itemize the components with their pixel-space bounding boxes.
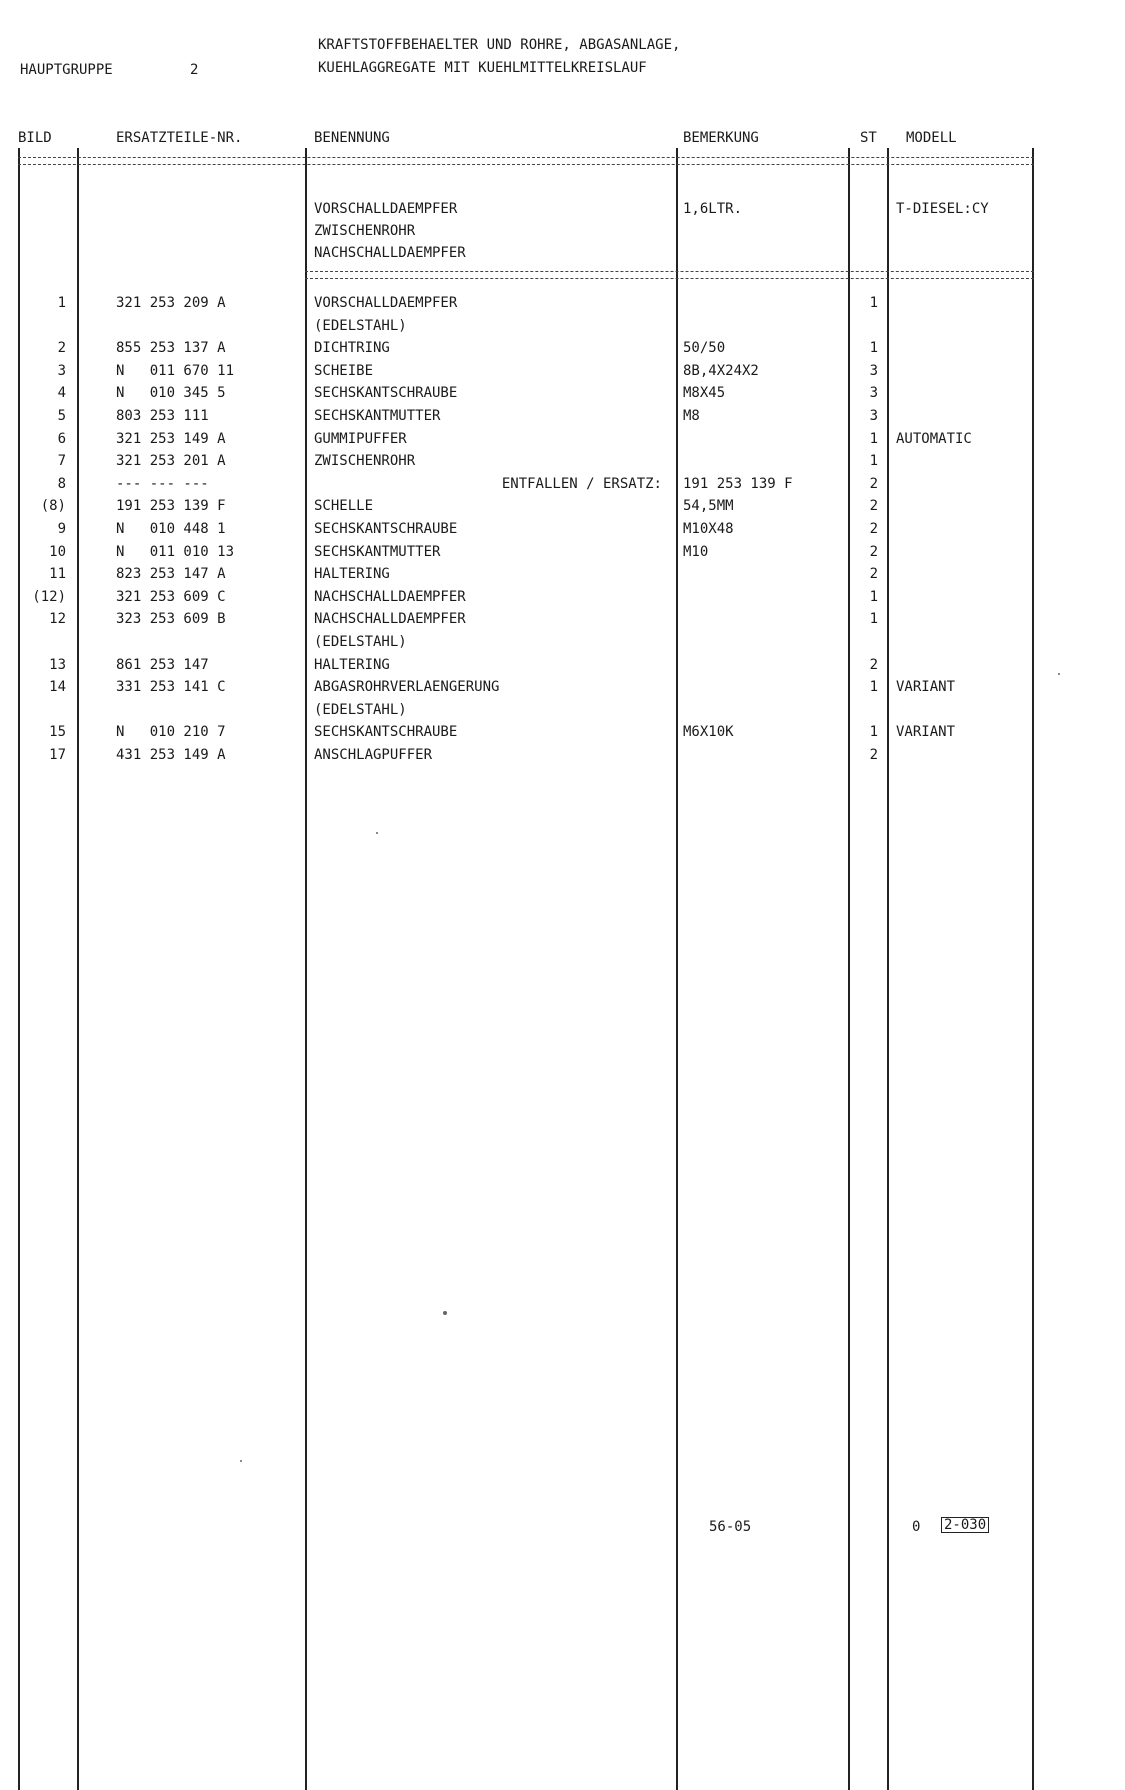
- cell-benennung: ZWISCHENROHR: [314, 453, 416, 469]
- cell-part-number: N 010 448 1: [116, 521, 226, 537]
- column-divider: [305, 148, 307, 1790]
- cell-st: 2: [869, 498, 878, 514]
- cell-bemerkung: 8B,4X24X2: [683, 363, 759, 379]
- column-divider: [676, 148, 678, 1790]
- cell-part-number: N 010 210 7: [116, 724, 226, 740]
- cell-st: 1: [869, 340, 878, 356]
- cell-bild: 3: [57, 363, 66, 379]
- section-bemerkung: 1,6LTR.: [683, 201, 743, 217]
- cell-benennung: SECHSKANTSCHRAUBE: [314, 521, 458, 537]
- col-header-modell: MODELL: [906, 130, 957, 146]
- cell-benennung: (EDELSTAHL): [314, 702, 407, 718]
- cell-bild: (8): [40, 498, 66, 514]
- cell-bild: 2: [57, 340, 66, 356]
- cell-part-number: --- --- ---: [116, 476, 209, 492]
- section-separator: [305, 271, 1034, 279]
- section-line: ZWISCHENROHR: [314, 223, 416, 239]
- cell-bild: 9: [57, 521, 66, 537]
- scan-speck: [376, 832, 378, 834]
- cell-benennung: ENTFALLEN / ERSATZ:: [501, 476, 662, 492]
- cell-bild: 1: [57, 295, 66, 311]
- cell-st: 2: [869, 544, 878, 560]
- cell-modell: VARIANT: [896, 724, 956, 740]
- column-divider: [1032, 148, 1034, 1790]
- cell-benennung: NACHSCHALLDAEMPFER: [314, 611, 466, 627]
- cell-st: 1: [869, 453, 878, 469]
- cell-part-number: 803 253 111: [116, 408, 209, 424]
- cell-st: 1: [869, 611, 878, 627]
- cell-st: 2: [869, 476, 878, 492]
- cell-bild: 13: [49, 657, 66, 673]
- cell-benennung: VORSCHALLDAEMPFER: [314, 295, 458, 311]
- cell-benennung: ANSCHLAGPUFFER: [314, 747, 433, 763]
- cell-benennung: (EDELSTAHL): [314, 318, 407, 334]
- cell-bild: 7: [57, 453, 66, 469]
- cell-part-number: N 010 345 5: [116, 385, 226, 401]
- cell-part-number: 321 253 209 A: [116, 295, 226, 311]
- cell-bemerkung: M8: [683, 408, 700, 424]
- cell-part-number: N 011 010 13: [116, 544, 235, 560]
- cell-part-number: 861 253 147: [116, 657, 209, 673]
- cell-benennung: SECHSKANTSCHRAUBE: [314, 385, 458, 401]
- scan-speck: [1058, 673, 1060, 675]
- cell-bemerkung: 50/50: [683, 340, 726, 356]
- cell-bild: 11: [49, 566, 66, 582]
- cell-bild: 17: [49, 747, 66, 763]
- cell-bild: (12): [32, 589, 66, 605]
- cell-st: 3: [869, 385, 878, 401]
- section-line: VORSCHALLDAEMPFER: [314, 201, 458, 217]
- cell-benennung: HALTERING: [314, 566, 390, 582]
- cell-bemerkung: 54,5MM: [683, 498, 734, 514]
- cell-benennung: SCHELLE: [314, 498, 374, 514]
- cell-bild: 5: [57, 408, 66, 424]
- cell-part-number: 191 253 139 F: [116, 498, 226, 514]
- cell-benennung: ABGASROHRVERLAENGERUNG: [314, 679, 500, 695]
- page-index: 0: [912, 1519, 921, 1535]
- cell-bemerkung: M10X48: [683, 521, 734, 537]
- cell-modell: VARIANT: [896, 679, 956, 695]
- cell-bemerkung: M8X45: [683, 385, 726, 401]
- group-number: 2: [190, 62, 199, 78]
- col-header-bild: BILD: [18, 130, 52, 146]
- cell-part-number: 321 253 201 A: [116, 453, 226, 469]
- cell-part-number: N 011 670 11: [116, 363, 235, 379]
- cell-bild: 10: [49, 544, 66, 560]
- scan-speck: [443, 1311, 447, 1315]
- cell-benennung: HALTERING: [314, 657, 390, 673]
- cell-st: 1: [869, 679, 878, 695]
- title-line-2: KUEHLAGGREGATE MIT KUEHLMITTELKREISLAUF: [318, 60, 647, 76]
- cell-bemerkung: M10: [683, 544, 709, 560]
- cell-bemerkung: 191 253 139 F: [683, 476, 793, 492]
- cell-part-number: 321 253 609 C: [116, 589, 226, 605]
- cell-benennung: SECHSKANTMUTTER: [314, 408, 441, 424]
- section-line: NACHSCHALLDAEMPFER: [314, 245, 466, 261]
- cell-modell: AUTOMATIC: [896, 431, 972, 447]
- cell-bild: 8: [57, 476, 66, 492]
- cell-st: 1: [869, 295, 878, 311]
- cell-st: 3: [869, 363, 878, 379]
- column-divider: [848, 148, 850, 1790]
- cell-bild: 4: [57, 385, 66, 401]
- cell-benennung: NACHSCHALLDAEMPFER: [314, 589, 466, 605]
- cell-st: 2: [869, 657, 878, 673]
- group-label: HAUPTGRUPPE: [20, 62, 113, 78]
- cell-part-number: 321 253 149 A: [116, 431, 226, 447]
- page-code: 56-05: [709, 1519, 752, 1535]
- cell-part-number: 431 253 149 A: [116, 747, 226, 763]
- col-header-st: ST: [860, 130, 877, 146]
- cell-benennung: SCHEIBE: [314, 363, 374, 379]
- cell-benennung: DICHTRING: [314, 340, 390, 356]
- cell-st: 3: [869, 408, 878, 424]
- cell-st: 1: [869, 589, 878, 605]
- col-header-part-no: ERSATZTEILE-NR.: [116, 130, 243, 146]
- column-divider: [77, 148, 79, 1790]
- cell-part-number: 823 253 147 A: [116, 566, 226, 582]
- cell-part-number: 331 253 141 C: [116, 679, 226, 695]
- col-header-benennung: BENENNUNG: [314, 130, 390, 146]
- cell-bild: 12: [49, 611, 66, 627]
- cell-st: 2: [869, 521, 878, 537]
- cell-benennung: SECHSKANTSCHRAUBE: [314, 724, 458, 740]
- cell-st: 2: [869, 566, 878, 582]
- cell-benennung: SECHSKANTMUTTER: [314, 544, 441, 560]
- header-separator: [18, 157, 1034, 165]
- cell-benennung: (EDELSTAHL): [314, 634, 407, 650]
- scan-speck: [240, 1460, 242, 1462]
- title-line-1: KRAFTSTOFFBEHAELTER UND ROHRE, ABGASANLAGE,: [318, 37, 681, 53]
- cell-st: 1: [869, 431, 878, 447]
- column-divider: [887, 148, 889, 1790]
- col-header-bemerkung: BEMERKUNG: [683, 130, 759, 146]
- cell-st: 2: [869, 747, 878, 763]
- cell-st: 1: [869, 724, 878, 740]
- cell-part-number: 855 253 137 A: [116, 340, 226, 356]
- cell-bild: 14: [49, 679, 66, 695]
- cell-bild: 6: [57, 431, 66, 447]
- cell-part-number: 323 253 609 B: [116, 611, 226, 627]
- cell-bemerkung: M6X10K: [683, 724, 734, 740]
- page-stamp: 2-030: [941, 1517, 989, 1533]
- cell-bild: 15: [49, 724, 66, 740]
- cell-benennung: GUMMIPUFFER: [314, 431, 407, 447]
- section-modell: T-DIESEL:CY: [896, 201, 989, 217]
